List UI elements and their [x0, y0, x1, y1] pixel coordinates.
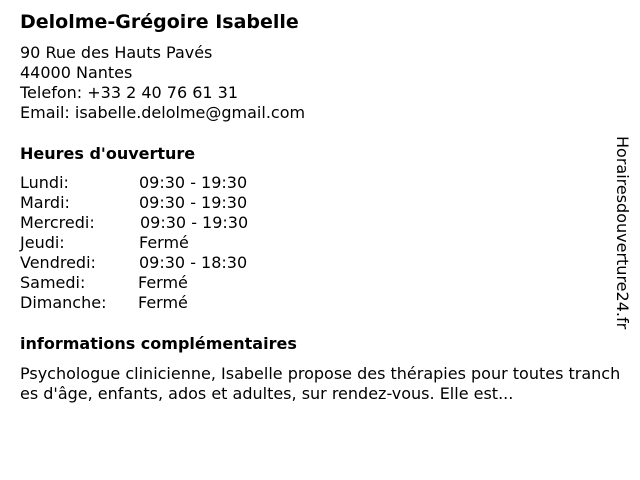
hours-time: 09:30 - 19:30 [139, 193, 248, 212]
hours-day: Mercredi: [20, 213, 95, 232]
hours-row-sunday [20, 293, 320, 313]
hours-day: Samedi: [20, 273, 86, 292]
opening-hours-table [20, 173, 320, 313]
hours-time: Fermé [138, 273, 188, 292]
hours-time: Fermé [138, 293, 188, 312]
hours-time: 09:30 - 19:30 [139, 173, 248, 192]
hours-row-friday [20, 253, 320, 273]
additional-info-heading: informations complémentaires [20, 334, 297, 353]
hours-day: Vendredi: [20, 253, 96, 272]
hours-row-thursday [20, 233, 320, 253]
hours-row-saturday [20, 273, 320, 293]
hours-day: Lundi: [20, 173, 69, 192]
additional-info-text: Psychologue clinicienne, Isabelle propose des thérapies pour toutes tranches d'âge, enfants, ados et adultes, sur rendez-vous. Elle est... [20, 364, 621, 403]
contact-block [20, 43, 305, 123]
hours-day: Jeudi: [20, 233, 65, 252]
opening-hours-heading: Heures d'ouverture [20, 144, 196, 163]
business-name: Delolme-Grégoire Isabelle [20, 11, 299, 33]
hours-day: Dimanche: [20, 293, 107, 312]
hours-day: Mardi: [20, 193, 70, 212]
address-street: 90 Rue des Hauts Pavés [20, 43, 213, 62]
hours-time: 09:30 - 19:30 [140, 213, 249, 232]
hours-time: 09:30 - 18:30 [139, 253, 248, 272]
hours-row-tuesday [20, 193, 320, 213]
address-city: 44000 Nantes [20, 63, 133, 82]
phone-number[interactable]: Telefon: +33 2 40 76 61 31 [20, 83, 239, 102]
site-watermark: Horairesdouverture24.fr [613, 136, 632, 330]
email-address[interactable]: Email: isabelle.delolme@gmail.com [20, 103, 306, 122]
hours-time: Fermé [139, 233, 189, 252]
hours-row-wednesday [20, 213, 320, 233]
hours-row-monday [20, 173, 320, 193]
